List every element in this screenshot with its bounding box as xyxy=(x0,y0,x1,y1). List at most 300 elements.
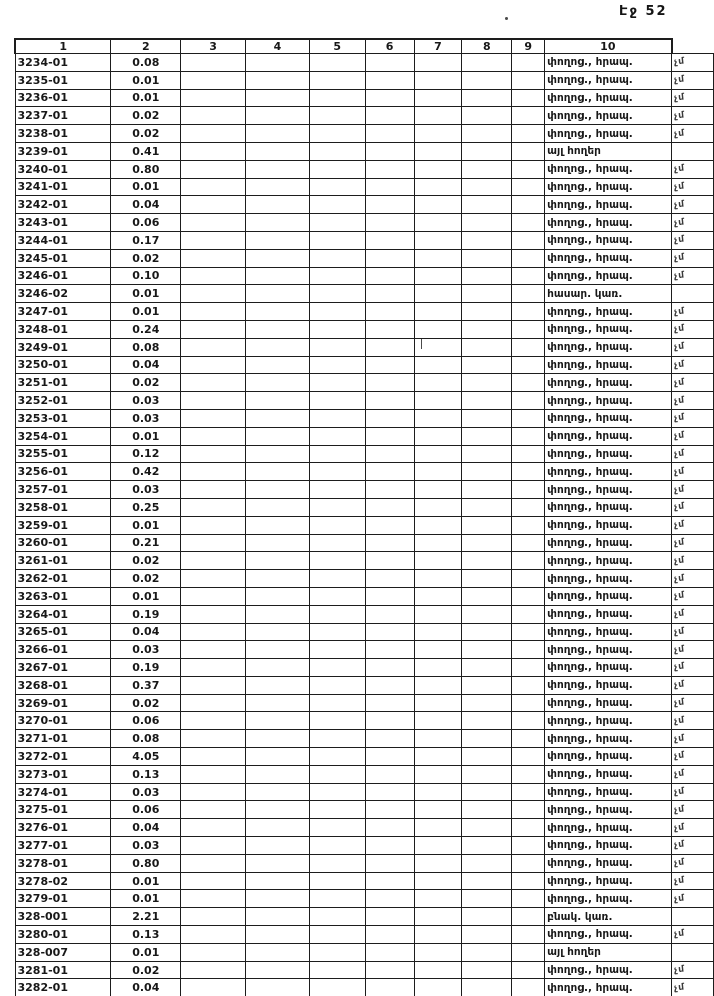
empty-cell xyxy=(414,196,462,214)
empty-cell xyxy=(309,908,365,926)
annotation-glyph: չմ xyxy=(673,590,686,602)
empty-cell xyxy=(181,409,246,427)
column-header-1: 1 xyxy=(15,39,111,54)
land-use-category-cell: փողոց., հրապ. xyxy=(545,926,672,944)
empty-cell xyxy=(246,54,310,72)
empty-cell xyxy=(414,463,462,481)
empty-cell xyxy=(246,249,310,267)
empty-cell xyxy=(414,552,462,570)
handwritten-annotation xyxy=(672,498,714,516)
annotation-glyph: չմ xyxy=(673,644,686,656)
table-row xyxy=(15,730,714,748)
parcel-code-cell: 3250-01 xyxy=(15,356,111,374)
empty-cell xyxy=(512,534,545,552)
land-use-category-cell: փողոց., հրապ. xyxy=(545,837,672,855)
empty-cell xyxy=(181,107,246,125)
land-use-category-cell: փողոց., հրապ. xyxy=(545,178,672,196)
empty-cell xyxy=(462,427,512,445)
parcel-code-cell: 3264-01 xyxy=(15,605,111,623)
parcel-code-cell: 3252-01 xyxy=(15,392,111,410)
empty-cell xyxy=(181,819,246,837)
empty-cell xyxy=(246,267,310,285)
empty-cell xyxy=(414,356,462,374)
table-row xyxy=(15,481,714,499)
empty-cell xyxy=(309,516,365,534)
empty-cell xyxy=(246,356,310,374)
empty-cell xyxy=(512,374,545,392)
land-use-category-cell: փողոց., հրապ. xyxy=(545,623,672,641)
annotation-glyph: չմ xyxy=(673,163,686,175)
parcel-code-cell: 3240-01 xyxy=(15,160,111,178)
land-use-category-cell: փողոց., հրապ. xyxy=(545,534,672,552)
empty-cell xyxy=(246,285,310,303)
land-use-category-cell: փողոց., հրապ. xyxy=(545,267,672,285)
empty-cell xyxy=(414,285,462,303)
empty-cell xyxy=(181,659,246,677)
empty-cell xyxy=(181,765,246,783)
table-row xyxy=(15,908,714,926)
table-row xyxy=(15,819,714,837)
land-use-category-cell: փողոց., հրապ. xyxy=(545,249,672,267)
empty-cell xyxy=(462,107,512,125)
area-value-cell: 0.41 xyxy=(111,142,181,160)
empty-cell xyxy=(365,320,414,338)
empty-cell xyxy=(414,231,462,249)
empty-cell xyxy=(309,267,365,285)
land-use-category-cell: փողոց., հրապ. xyxy=(545,890,672,908)
empty-cell xyxy=(365,214,414,232)
annotation-glyph: չմ xyxy=(673,305,686,318)
empty-cell xyxy=(414,498,462,516)
annotation-glyph: չմ xyxy=(673,555,686,567)
parcel-code-cell: 3265-01 xyxy=(15,623,111,641)
parcel-code-cell: 3276-01 xyxy=(15,819,111,837)
empty-cell xyxy=(246,427,310,445)
empty-cell xyxy=(246,320,310,338)
handwritten-annotation xyxy=(672,890,714,908)
annotation-glyph: չմ xyxy=(673,377,686,389)
annotation-glyph: չմ xyxy=(673,804,686,816)
area-value-cell: 0.01 xyxy=(111,89,181,107)
parcel-code-cell: 3248-01 xyxy=(15,320,111,338)
table-row xyxy=(15,285,714,303)
empty-cell xyxy=(246,160,310,178)
handwritten-annotation xyxy=(672,908,714,926)
empty-cell xyxy=(414,178,462,196)
land-use-category-cell: փողոց., հրապ. xyxy=(545,552,672,570)
table-row xyxy=(15,748,714,766)
land-use-category-cell: փողոց., հրապ. xyxy=(545,872,672,890)
area-value-cell: 0.80 xyxy=(111,160,181,178)
parcel-code-cell: 3253-01 xyxy=(15,409,111,427)
handwritten-annotation xyxy=(672,374,714,392)
empty-cell xyxy=(181,338,246,356)
empty-cell xyxy=(512,516,545,534)
parcel-code-cell: 3274-01 xyxy=(15,783,111,801)
empty-cell xyxy=(181,872,246,890)
empty-cell xyxy=(246,676,310,694)
parcel-code-cell: 3269-01 xyxy=(15,694,111,712)
table-row xyxy=(15,961,714,979)
annotation-glyph: չմ xyxy=(673,875,686,887)
empty-cell xyxy=(512,730,545,748)
empty-cell xyxy=(309,427,365,445)
empty-cell xyxy=(246,463,310,481)
parcel-code-cell: 3282-01 xyxy=(15,979,111,996)
empty-cell xyxy=(365,89,414,107)
land-use-category-cell: փողոց., հրապ. xyxy=(545,338,672,356)
table-row xyxy=(15,694,714,712)
empty-cell xyxy=(309,374,365,392)
empty-cell xyxy=(309,765,365,783)
empty-cell xyxy=(181,854,246,872)
empty-cell xyxy=(512,765,545,783)
empty-cell xyxy=(246,819,310,837)
empty-cell xyxy=(309,142,365,160)
empty-cell xyxy=(246,659,310,677)
empty-cell xyxy=(365,142,414,160)
land-use-category-cell: փողոց., հրապ. xyxy=(545,445,672,463)
empty-cell xyxy=(365,356,414,374)
empty-cell xyxy=(462,801,512,819)
table-row xyxy=(15,356,714,374)
land-use-category-cell: փողոց., հրապ. xyxy=(545,54,672,72)
table-row xyxy=(15,178,714,196)
area-value-cell: 0.04 xyxy=(111,196,181,214)
empty-cell xyxy=(462,943,512,961)
handwritten-annotation xyxy=(672,142,714,160)
empty-cell xyxy=(512,107,545,125)
land-use-category-cell: փողոց., հրապ. xyxy=(545,196,672,214)
annotation-glyph: չմ xyxy=(673,697,686,709)
empty-cell xyxy=(365,730,414,748)
empty-cell xyxy=(181,285,246,303)
empty-cell xyxy=(462,979,512,996)
empty-cell xyxy=(181,748,246,766)
empty-cell xyxy=(309,498,365,516)
parcel-code-cell: 3251-01 xyxy=(15,374,111,392)
empty-cell xyxy=(309,961,365,979)
annotation-glyph: չմ xyxy=(673,733,686,745)
annotation-glyph: չմ xyxy=(673,217,686,229)
empty-cell xyxy=(365,961,414,979)
empty-cell xyxy=(246,837,310,855)
table-row xyxy=(15,623,714,641)
empty-cell xyxy=(462,463,512,481)
empty-cell xyxy=(512,196,545,214)
parcel-code-cell: 3255-01 xyxy=(15,445,111,463)
handwritten-annotation xyxy=(672,285,714,303)
empty-cell xyxy=(512,748,545,766)
handwritten-annotation xyxy=(672,107,714,125)
empty-cell xyxy=(462,570,512,588)
empty-cell xyxy=(462,392,512,410)
empty-cell xyxy=(181,267,246,285)
empty-cell xyxy=(309,89,365,107)
land-use-category-cell: փողոց., հրապ. xyxy=(545,320,672,338)
empty-cell xyxy=(181,392,246,410)
empty-cell xyxy=(246,765,310,783)
empty-cell xyxy=(246,605,310,623)
parcel-code-cell: 3257-01 xyxy=(15,481,111,499)
area-value-cell: 0.03 xyxy=(111,837,181,855)
empty-cell xyxy=(246,908,310,926)
empty-cell xyxy=(462,249,512,267)
empty-cell xyxy=(246,926,310,944)
empty-cell xyxy=(246,730,310,748)
land-use-category-cell: փողոց., հրապ. xyxy=(545,231,672,249)
parcel-code-cell: 3242-01 xyxy=(15,196,111,214)
land-use-category-cell: փողոց., հրապ. xyxy=(545,71,672,89)
land-use-category-cell: հասար. կառ. xyxy=(545,285,672,303)
empty-cell xyxy=(462,552,512,570)
empty-cell xyxy=(462,623,512,641)
empty-cell xyxy=(512,694,545,712)
empty-cell xyxy=(365,54,414,72)
table-row xyxy=(15,107,714,125)
empty-cell xyxy=(246,196,310,214)
empty-cell xyxy=(365,516,414,534)
area-value-cell: 0.01 xyxy=(111,587,181,605)
area-value-cell: 0.02 xyxy=(111,570,181,588)
parcel-code-cell: 3280-01 xyxy=(15,926,111,944)
parcel-code-cell: 3236-01 xyxy=(15,89,111,107)
empty-cell xyxy=(309,481,365,499)
empty-cell xyxy=(365,178,414,196)
column-header-2: 2 xyxy=(111,39,181,54)
annotation-glyph: չմ xyxy=(673,234,686,246)
empty-cell xyxy=(309,214,365,232)
parcel-code-cell: 328-001 xyxy=(15,908,111,926)
empty-cell xyxy=(462,445,512,463)
empty-cell xyxy=(512,872,545,890)
empty-cell xyxy=(462,303,512,321)
empty-cell xyxy=(309,641,365,659)
empty-cell xyxy=(462,872,512,890)
empty-cell xyxy=(462,374,512,392)
annotation-glyph: չմ xyxy=(673,982,686,994)
empty-cell xyxy=(512,338,545,356)
empty-cell xyxy=(309,285,365,303)
empty-cell xyxy=(309,320,365,338)
empty-cell xyxy=(181,961,246,979)
empty-cell xyxy=(365,303,414,321)
empty-cell xyxy=(462,712,512,730)
empty-cell xyxy=(414,160,462,178)
handwritten-annotation xyxy=(672,676,714,694)
empty-cell xyxy=(462,160,512,178)
handwritten-annotation xyxy=(672,71,714,89)
parcel-code-cell: 3271-01 xyxy=(15,730,111,748)
annotation-glyph: չմ xyxy=(673,359,686,371)
annotation-glyph: չմ xyxy=(673,466,686,478)
parcel-code-cell: 3261-01 xyxy=(15,552,111,570)
table-header-row xyxy=(15,39,714,54)
handwritten-annotation xyxy=(672,356,714,374)
column-header-3: 3 xyxy=(181,39,246,54)
handwritten-annotation xyxy=(672,587,714,605)
parcel-code-cell: 3275-01 xyxy=(15,801,111,819)
table-row xyxy=(15,71,714,89)
area-value-cell: 0.19 xyxy=(111,605,181,623)
empty-cell xyxy=(246,712,310,730)
empty-cell xyxy=(512,854,545,872)
land-use-category-cell: փողոց., հրապ. xyxy=(545,463,672,481)
empty-cell xyxy=(309,587,365,605)
area-value-cell: 0.04 xyxy=(111,356,181,374)
table-row xyxy=(15,125,714,143)
annotation-glyph: չմ xyxy=(673,893,686,905)
empty-cell xyxy=(414,854,462,872)
annotation-glyph: չմ xyxy=(673,964,686,976)
empty-cell xyxy=(462,908,512,926)
table-row xyxy=(15,801,714,819)
annotation-glyph: չմ xyxy=(673,822,686,834)
table-row xyxy=(15,338,714,356)
empty-cell xyxy=(462,196,512,214)
empty-cell xyxy=(512,409,545,427)
empty-cell xyxy=(512,783,545,801)
parcel-code-cell: 3258-01 xyxy=(15,498,111,516)
empty-cell xyxy=(414,890,462,908)
empty-cell xyxy=(512,605,545,623)
table-row xyxy=(15,979,714,996)
parcel-code-cell: 3241-01 xyxy=(15,178,111,196)
empty-cell xyxy=(462,659,512,677)
empty-cell xyxy=(365,872,414,890)
empty-cell xyxy=(181,125,246,143)
handwritten-annotation xyxy=(672,303,714,321)
empty-cell xyxy=(414,303,462,321)
area-value-cell: 0.19 xyxy=(111,659,181,677)
empty-cell xyxy=(414,801,462,819)
land-use-category-cell: փողոց., հրապ. xyxy=(545,783,672,801)
land-use-category-cell: փողոց., հրապ. xyxy=(545,765,672,783)
annotation-glyph: չմ xyxy=(673,430,686,442)
annotation-glyph: չմ xyxy=(673,626,686,638)
empty-cell xyxy=(462,320,512,338)
area-value-cell: 0.12 xyxy=(111,445,181,463)
empty-cell xyxy=(246,231,310,249)
empty-cell xyxy=(309,534,365,552)
land-use-category-cell: փողոց., հրապ. xyxy=(545,89,672,107)
empty-cell xyxy=(512,285,545,303)
handwritten-annotation xyxy=(672,320,714,338)
area-value-cell: 0.03 xyxy=(111,392,181,410)
empty-cell xyxy=(462,338,512,356)
table-row xyxy=(15,427,714,445)
empty-cell xyxy=(246,570,310,588)
parcel-code-cell: 3259-01 xyxy=(15,516,111,534)
empty-cell xyxy=(414,605,462,623)
land-use-category-cell: փողոց., հրապ. xyxy=(545,570,672,588)
empty-cell xyxy=(246,142,310,160)
parcel-code-cell: 3244-01 xyxy=(15,231,111,249)
annotation-glyph: չմ xyxy=(673,661,686,674)
annotation-glyph: չմ xyxy=(673,750,686,763)
area-value-cell: 0.03 xyxy=(111,783,181,801)
empty-cell xyxy=(512,392,545,410)
empty-cell xyxy=(512,712,545,730)
table-row xyxy=(15,160,714,178)
annotation-glyph: չմ xyxy=(673,270,686,282)
empty-cell xyxy=(365,338,414,356)
land-use-category-cell: փողոց., հրապ. xyxy=(545,303,672,321)
empty-cell xyxy=(309,676,365,694)
area-value-cell: 0.01 xyxy=(111,285,181,303)
empty-cell xyxy=(309,872,365,890)
table-row xyxy=(15,249,714,267)
area-value-cell: 0.13 xyxy=(111,765,181,783)
handwritten-annotation xyxy=(672,783,714,801)
empty-cell xyxy=(365,765,414,783)
empty-cell xyxy=(462,748,512,766)
area-value-cell: 0.08 xyxy=(111,338,181,356)
annotation-glyph: չմ xyxy=(673,74,686,86)
parcel-code-cell: 3277-01 xyxy=(15,837,111,855)
table-row xyxy=(15,516,714,534)
empty-cell xyxy=(462,409,512,427)
empty-cell xyxy=(512,320,545,338)
area-value-cell: 0.01 xyxy=(111,303,181,321)
empty-cell xyxy=(246,694,310,712)
empty-cell xyxy=(462,498,512,516)
empty-cell xyxy=(414,676,462,694)
empty-cell xyxy=(246,587,310,605)
empty-cell xyxy=(462,516,512,534)
empty-cell xyxy=(414,320,462,338)
empty-cell xyxy=(181,54,246,72)
empty-cell xyxy=(365,623,414,641)
parcel-code-cell: 3249-01 xyxy=(15,338,111,356)
empty-cell xyxy=(414,107,462,125)
empty-cell xyxy=(309,107,365,125)
empty-cell xyxy=(512,267,545,285)
area-value-cell: 0.08 xyxy=(111,730,181,748)
annotation-glyph: չմ xyxy=(673,501,686,513)
table-row xyxy=(15,54,714,72)
table-row xyxy=(15,303,714,321)
empty-cell xyxy=(365,285,414,303)
parcel-code-cell: 3278-02 xyxy=(15,872,111,890)
empty-cell xyxy=(181,979,246,996)
empty-cell xyxy=(414,125,462,143)
column-header-7: 7 xyxy=(414,39,462,54)
empty-cell xyxy=(414,267,462,285)
handwritten-annotation xyxy=(672,338,714,356)
empty-cell xyxy=(462,819,512,837)
parcel-code-cell: 3272-01 xyxy=(15,748,111,766)
table-row xyxy=(15,765,714,783)
land-use-category-cell: փողոց., հրապ. xyxy=(545,427,672,445)
empty-cell xyxy=(414,943,462,961)
empty-cell xyxy=(365,908,414,926)
empty-cell xyxy=(181,926,246,944)
annotation-glyph: չմ xyxy=(673,715,686,727)
table-row xyxy=(15,926,714,944)
land-use-category-cell: փողոց., հրապ. xyxy=(545,160,672,178)
empty-cell xyxy=(181,908,246,926)
table-row xyxy=(15,854,714,872)
empty-cell xyxy=(512,481,545,499)
empty-cell xyxy=(181,570,246,588)
empty-cell xyxy=(181,356,246,374)
area-value-cell: 0.01 xyxy=(111,872,181,890)
column-header-10: 10 xyxy=(545,39,672,54)
handwritten-annotation xyxy=(672,872,714,890)
parcel-code-cell: 3263-01 xyxy=(15,587,111,605)
empty-cell xyxy=(512,908,545,926)
